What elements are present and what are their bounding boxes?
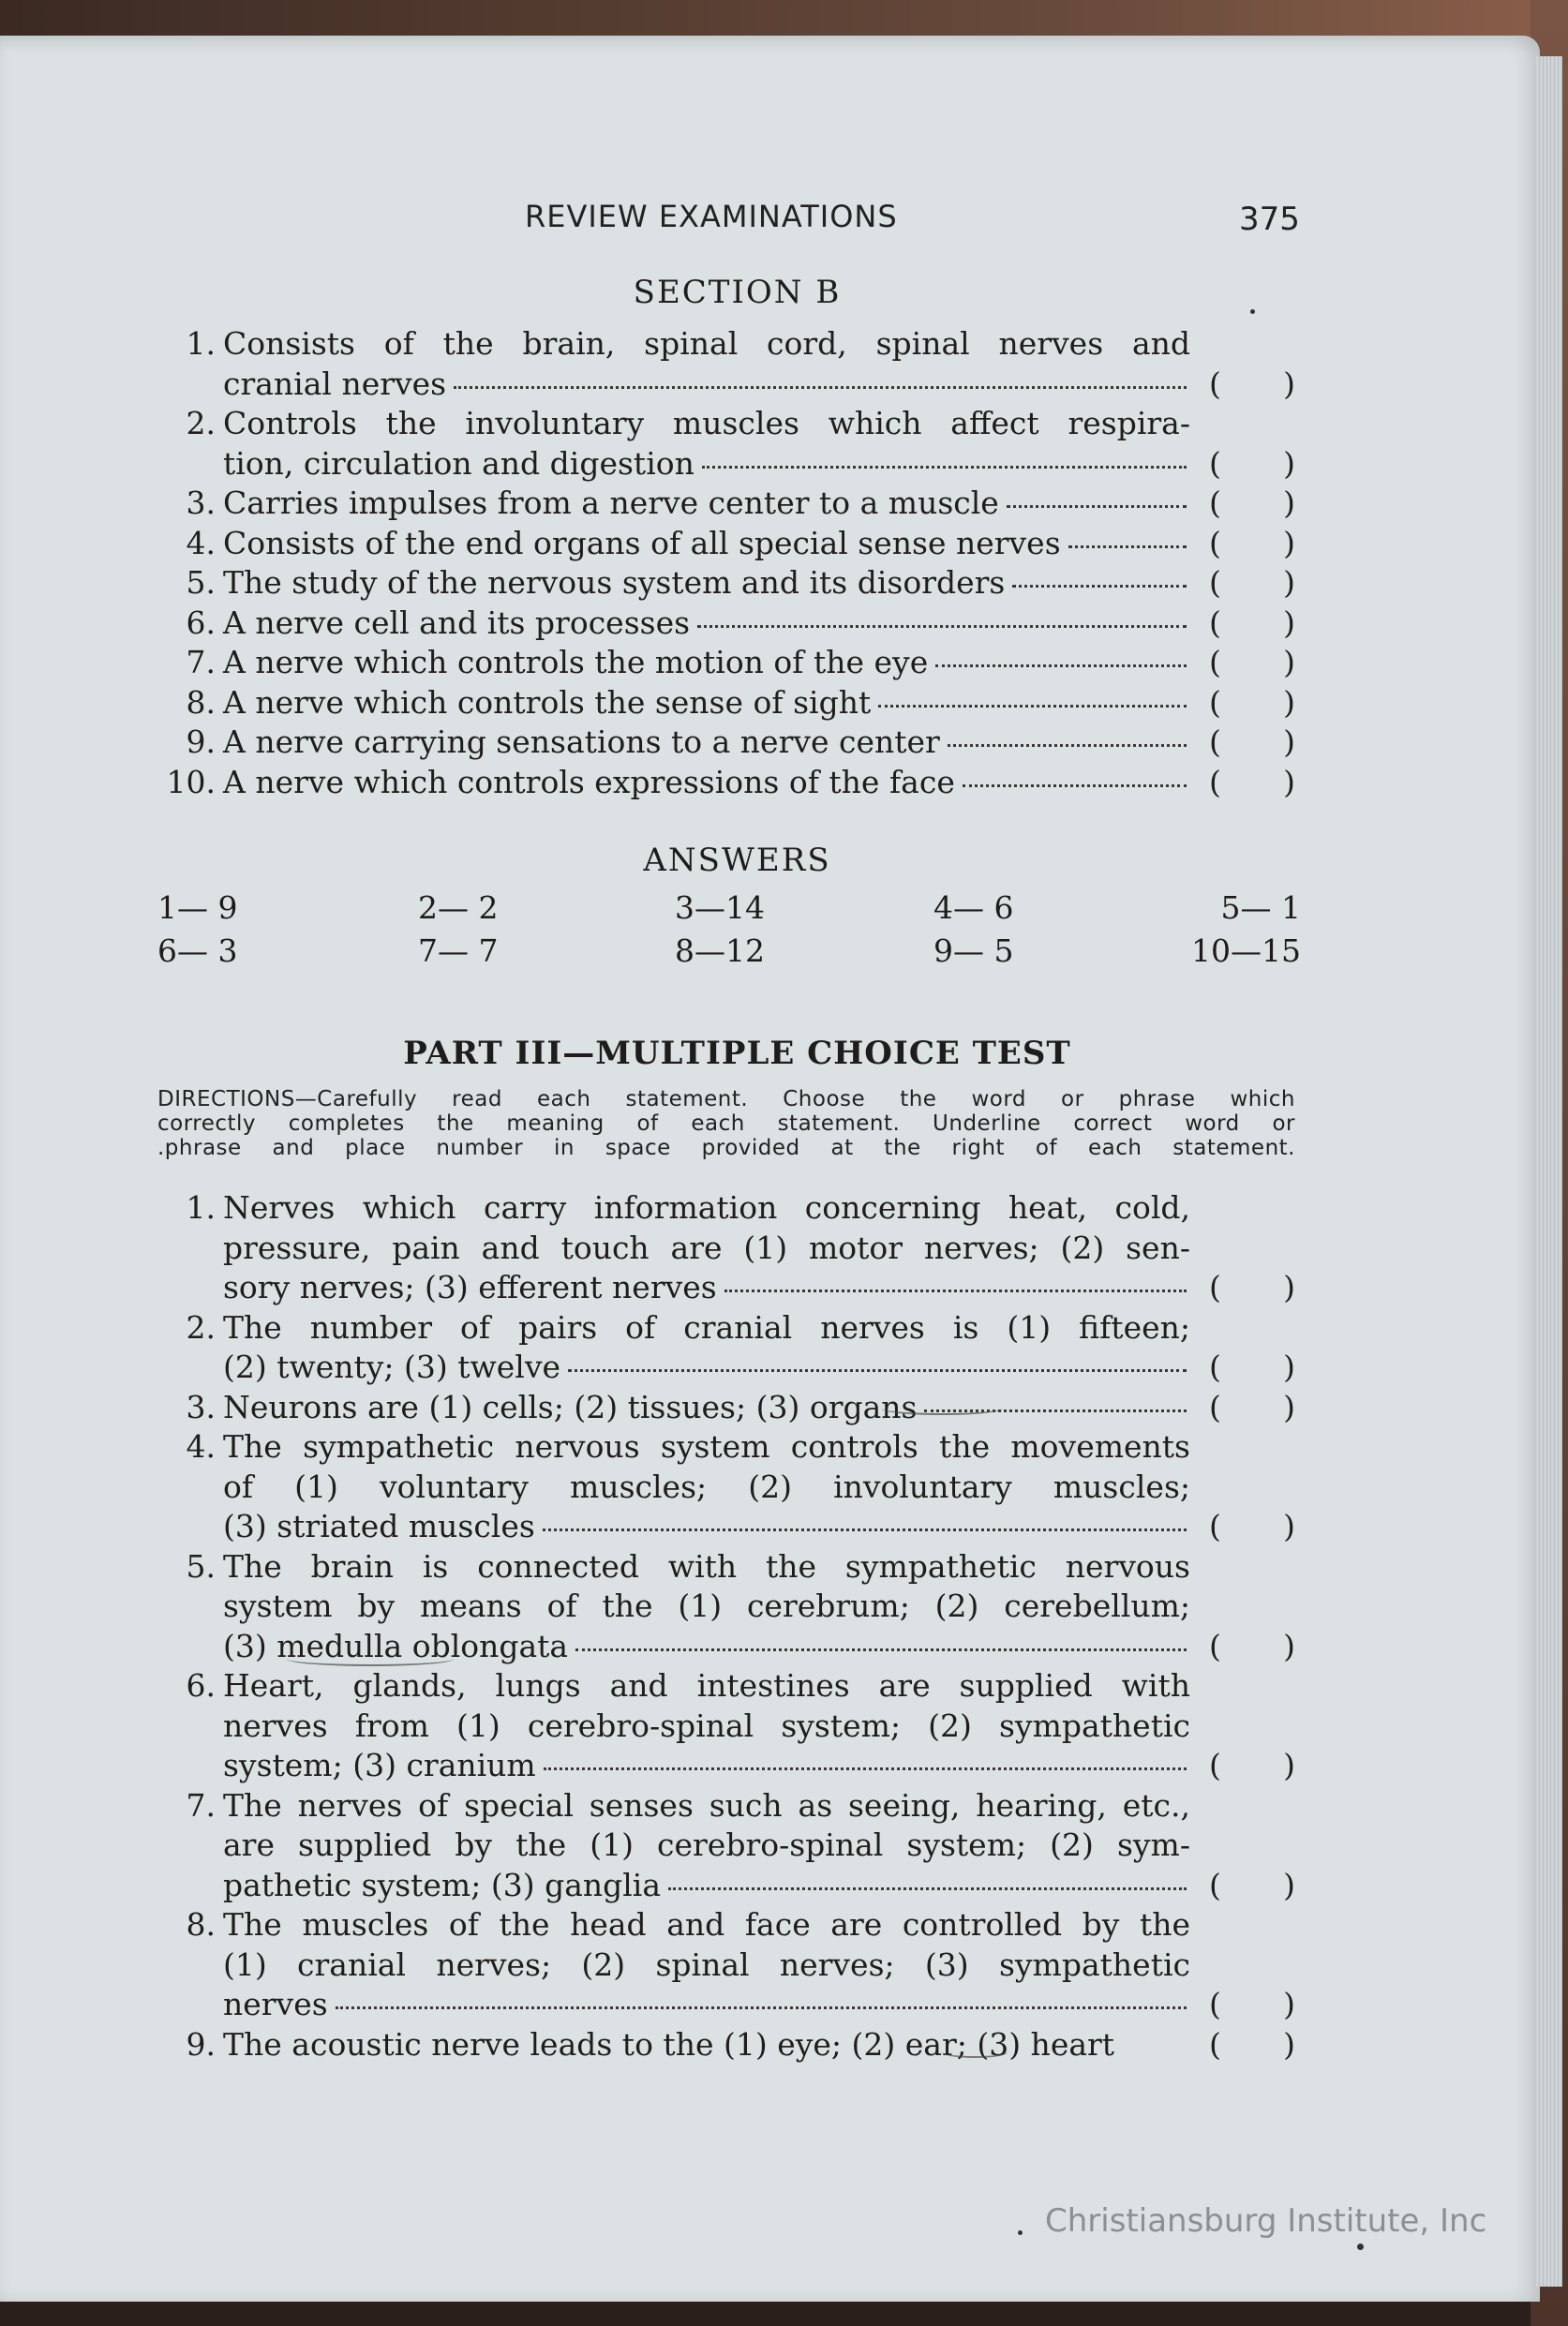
section-b-title: SECTION B: [633, 274, 842, 311]
answer-blank: [1209, 524, 1303, 564]
question-last-line: [223, 1985, 1190, 2025]
question-number: 8.: [186, 1906, 216, 1943]
answer-blank: [1209, 1746, 1303, 1786]
directions-line: DIRECTIONS—Carefully read each statement. Choose the word or phrase which: [157, 1087, 1295, 1111]
blank-open-paren: (: [1209, 1627, 1221, 1664]
blank-open-paren: (: [1209, 1388, 1221, 1425]
question-item: [150, 324, 1303, 404]
question-line: A nerve cell and its processes: [223, 604, 691, 641]
answer-cell: 9— 5: [933, 932, 1014, 969]
question-item: [150, 2025, 1303, 2065]
answer-blank: [1209, 643, 1303, 683]
question-number: 9.: [186, 2025, 216, 2063]
question-line: Consists of the end organs of all special sense nerves: [223, 524, 1061, 561]
question-line: The acoustic nerve leads to the (1) eye; (2) ear; (3) heart: [223, 2025, 1115, 2063]
question-item: [150, 723, 1303, 763]
question-number: 2.: [186, 405, 216, 441]
question-item: [150, 643, 1303, 683]
blank-close-paren: ): [1283, 1388, 1295, 1425]
running-head: REVIEW EXAMINATIONS: [525, 199, 898, 234]
blank-open-paren: (: [1209, 524, 1221, 561]
question-item: [150, 484, 1303, 524]
question-item: [150, 524, 1303, 564]
blank-open-paren: (: [1209, 1986, 1221, 2022]
blank-open-paren: (: [1209, 365, 1221, 402]
part-three-title: PART III—MULTIPLE CHOICE TEST: [403, 1035, 1071, 1072]
answer-blank: [1209, 484, 1303, 524]
answer-blank: [1209, 563, 1303, 604]
dot-leader: [336, 2006, 1187, 2009]
page-speck: [1357, 2244, 1364, 2250]
directions-text: [157, 1087, 1295, 1160]
question-line: The muscles of the head and face are controlled by the: [223, 1906, 1190, 1943]
blank-open-paren: (: [1209, 763, 1221, 800]
question-text: [223, 1666, 1190, 1746]
question-line: nerves from (1) cerebro-spinal system; (2) sympathetic: [223, 1707, 1190, 1744]
answer-blank: [1209, 1866, 1303, 1906]
question-number: 5.: [186, 1547, 216, 1585]
question-line: The sympathetic nervous system controls the movements: [223, 1428, 1190, 1465]
answer-blank: [1209, 365, 1303, 405]
question-item: [150, 763, 1303, 803]
question-item: [150, 404, 1303, 484]
question-number: 5.: [186, 564, 216, 601]
question-number: 1.: [186, 325, 216, 362]
blank-close-paren: ): [1283, 524, 1295, 561]
question-line: Controls the involuntary muscles which affect respira-: [223, 405, 1190, 441]
question-last-line: [223, 1746, 1190, 1786]
question-last-line: [223, 2025, 1190, 2065]
blank-open-paren: (: [1209, 444, 1221, 482]
question-last-line: [223, 1507, 1190, 1547]
blank-close-paren: ): [1283, 644, 1295, 680]
answer-cell: 6— 3: [157, 932, 238, 969]
answer-blank: [1209, 1627, 1303, 1667]
answer-blank: [1209, 1348, 1303, 1388]
dot-leader: [724, 1290, 1187, 1292]
question-number: 3.: [186, 1388, 216, 1425]
answer-blank: [1209, 683, 1303, 723]
answer-blank: [1209, 604, 1303, 644]
blank-close-paren: ): [1283, 444, 1295, 482]
question-line: Nerves which carry information concerning heat, cold,: [223, 1189, 1190, 1226]
answer-cell: 4— 6: [933, 889, 1014, 926]
dot-leader: [948, 744, 1187, 747]
answer-cell: 8—12: [675, 932, 765, 969]
pencil-underline-mark: [881, 1402, 1003, 1415]
answer-blank: [1209, 2025, 1303, 2065]
question-line: (1) cranial nerves; (2) spinal nerves; (3) sympathetic: [223, 1946, 1190, 1983]
question-number: 6.: [186, 604, 216, 641]
dot-leader: [1007, 505, 1187, 508]
question-item: [150, 1388, 1303, 1428]
question-item: [150, 1427, 1303, 1547]
answer-blank: [1209, 1985, 1303, 2025]
blank-open-paren: (: [1209, 723, 1221, 760]
answer-cell: 2— 2: [418, 889, 499, 926]
section-b-questions: [150, 324, 1303, 802]
question-text: [223, 324, 1190, 365]
blank-open-paren: (: [1209, 2025, 1221, 2063]
blank-open-paren: (: [1209, 485, 1221, 521]
blank-open-paren: (: [1209, 1866, 1221, 1903]
dot-leader: [935, 664, 1187, 667]
blank-open-paren: (: [1209, 1349, 1221, 1385]
blank-open-paren: (: [1209, 564, 1221, 601]
question-last-line: [223, 524, 1190, 564]
dot-leader: [543, 1528, 1187, 1531]
question-number: 10.: [166, 763, 216, 800]
answer-cell: 3—14: [675, 889, 765, 926]
question-line: pathetic system; (3) ganglia: [223, 1866, 662, 1903]
blank-close-paren: ): [1283, 763, 1295, 800]
question-line: pressure, pain and touch are (1) motor nerves; (2) sen-: [223, 1229, 1190, 1266]
question-line: A nerve which controls the motion of the eye: [223, 644, 929, 680]
question-line: (3) striated muscles: [223, 1508, 535, 1544]
question-line: The nerves of special senses such as seeing, hearing, etc.,: [223, 1786, 1190, 1824]
question-number: 9.: [186, 723, 216, 760]
answer-blank: [1209, 763, 1303, 803]
question-line: of (1) voluntary muscles; (2) involuntary muscles;: [223, 1468, 1190, 1505]
question-line: nerves: [223, 1986, 328, 2022]
question-line: The brain is connected with the sympathetic nervous: [223, 1547, 1190, 1585]
dot-leader: [702, 466, 1187, 469]
dot-leader: [575, 1648, 1187, 1651]
blank-close-paren: ): [1283, 1747, 1295, 1783]
question-last-line: [223, 1866, 1190, 1906]
dot-leader: [568, 1369, 1187, 1372]
blank-open-paren: (: [1209, 1508, 1221, 1544]
watermark: Christiansburg Institute, Inc: [1045, 2202, 1487, 2240]
question-last-line: [223, 563, 1190, 604]
question-last-line: [223, 1348, 1190, 1388]
blank-close-paren: ): [1283, 564, 1295, 601]
question-last-line: [223, 763, 1190, 803]
question-text: [223, 1308, 1190, 1349]
question-line: The number of pairs of cranial nerves is (1) fifteen;: [223, 1308, 1190, 1346]
blank-close-paren: ): [1283, 1986, 1295, 2022]
dot-leader: [1012, 585, 1187, 588]
question-line: (3) medulla oblongata: [223, 1627, 569, 1664]
question-number: 7.: [186, 1786, 216, 1824]
question-line: system; (3) cranium: [223, 1747, 536, 1783]
blank-close-paren: ): [1283, 1508, 1295, 1544]
answer-cell: 5— 1: [1220, 889, 1301, 926]
blank-open-paren: (: [1209, 1269, 1221, 1305]
directions-line: .phrase and place number in space provided at the right of each statement.: [157, 1136, 1295, 1160]
question-line: Carries impulses from a nerve center to a muscle: [223, 485, 999, 521]
dot-leader: [878, 705, 1187, 708]
blank-open-paren: (: [1209, 1747, 1221, 1783]
blank-open-paren: (: [1209, 644, 1221, 680]
dot-leader: [454, 386, 1187, 389]
page-speck: [1250, 309, 1255, 314]
question-line: cranial nerves: [223, 365, 447, 402]
question-line: are supplied by the (1) cerebro-spinal system; (2) sym-: [223, 1827, 1190, 1863]
question-line: A nerve which controls the sense of sight: [223, 683, 872, 721]
page-stack-edges: [1536, 56, 1562, 2287]
answer-blank: [1209, 444, 1303, 485]
question-item: [150, 1905, 1303, 2025]
answer-blank: [1209, 1388, 1303, 1428]
blank-close-paren: ): [1283, 1349, 1295, 1385]
question-text: [223, 1547, 1190, 1627]
question-line: (2) twenty; (3) twelve: [223, 1349, 561, 1385]
answer-blank: [1209, 723, 1303, 763]
blank-open-paren: (: [1209, 604, 1221, 641]
question-last-line: [223, 484, 1190, 524]
question-line: tion, circulation and digestion: [223, 444, 694, 482]
pencil-underline-mark: [286, 1651, 455, 1666]
question-number: 3.: [186, 485, 216, 521]
answers-title: ANSWERS: [643, 842, 831, 879]
blank-close-paren: ): [1283, 604, 1295, 641]
question-item: [150, 1308, 1303, 1388]
question-item: [150, 1547, 1303, 1667]
question-last-line: [223, 604, 1190, 644]
question-text: [223, 1786, 1190, 1866]
dot-leader: [1068, 545, 1187, 548]
answer-blank: [1209, 1268, 1303, 1308]
dot-leader: [668, 1887, 1187, 1890]
blank-open-paren: (: [1209, 683, 1221, 721]
pencil-underline-mark: [942, 2047, 1008, 2058]
page-speck: [1018, 2230, 1023, 2235]
question-number: 2.: [186, 1308, 216, 1346]
question-line: Neurons are (1) cells; (2) tissues; (3) organs: [223, 1388, 918, 1425]
question-item: [150, 1188, 1303, 1308]
question-last-line: [223, 444, 1190, 485]
question-item: [150, 683, 1303, 723]
question-text: [223, 404, 1190, 444]
blank-close-paren: ): [1283, 485, 1295, 521]
question-number: 1.: [186, 1189, 216, 1226]
question-line: A nerve carrying sensations to a nerve center: [223, 723, 940, 760]
question-line: Heart, glands, lungs and intestines are supplied with: [223, 1667, 1190, 1704]
question-line: Consists of the brain, spinal cord, spinal nerves and: [223, 325, 1190, 362]
answer-cell: 7— 7: [418, 932, 499, 969]
page-number: 375: [1239, 201, 1300, 238]
question-last-line: [223, 1388, 1190, 1428]
answer-blank: [1209, 1507, 1303, 1547]
dot-leader: [697, 625, 1187, 628]
question-number: 7.: [186, 644, 216, 680]
question-line: system by means of the (1) cerebrum; (2) cerebellum;: [223, 1588, 1190, 1624]
question-item: [150, 1786, 1303, 1906]
blank-close-paren: ): [1283, 1269, 1295, 1305]
blank-close-paren: ): [1283, 365, 1295, 402]
answers-grid: [157, 888, 1301, 971]
question-number: 4.: [186, 1428, 216, 1465]
question-number: 6.: [186, 1667, 216, 1704]
answer-cell: 10—15: [1191, 932, 1301, 969]
answer-cell: 1— 9: [157, 889, 238, 926]
blank-close-paren: ): [1283, 2025, 1295, 2063]
question-line: A nerve which controls expressions of the face: [223, 763, 955, 800]
question-item: [150, 604, 1303, 644]
blank-close-paren: ): [1283, 723, 1295, 760]
question-last-line: [223, 723, 1190, 763]
question-text: [223, 1905, 1190, 1985]
question-last-line: [223, 1268, 1190, 1308]
question-number: 4.: [186, 524, 216, 561]
question-number: 8.: [186, 683, 216, 721]
blank-close-paren: ): [1283, 683, 1295, 721]
blank-close-paren: ): [1283, 1627, 1295, 1664]
question-last-line: [223, 365, 1190, 405]
directions-line: correctly completes the meaning of each statement. Underline correct word or: [157, 1111, 1295, 1136]
blank-close-paren: ): [1283, 1866, 1295, 1903]
dot-leader: [963, 784, 1187, 787]
question-item: [150, 563, 1303, 604]
question-line: The study of the nervous system and its disorders: [223, 564, 1006, 601]
question-item: [150, 1666, 1303, 1786]
dot-leader: [544, 1767, 1187, 1770]
multiple-choice-questions: [150, 1188, 1303, 2065]
question-text: [223, 1427, 1190, 1507]
question-last-line: [223, 683, 1190, 723]
question-line: sory nerves; (3) efferent nerves: [223, 1269, 717, 1305]
question-last-line: [223, 643, 1190, 683]
question-text: [223, 1188, 1190, 1268]
